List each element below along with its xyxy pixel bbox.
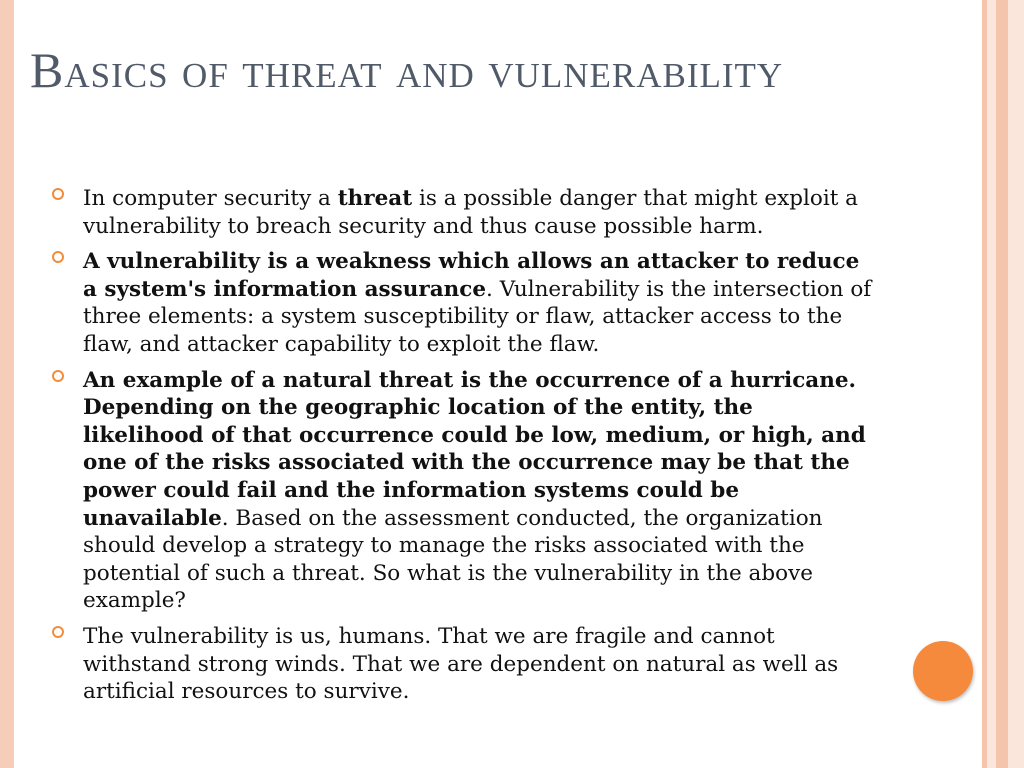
bullet-line [83, 477, 950, 505]
bold-text: one of the risks associated with the occurrence may be that the [83, 450, 850, 476]
text: should develop a strategy to manage the risks associated with the [83, 533, 805, 559]
text: artificial resources to survive. [83, 679, 410, 705]
text: is a possible danger that might exploit a [412, 186, 858, 211]
text: example? [83, 588, 186, 614]
left-border-decoration [0, 0, 14, 768]
text: withstand strong winds. That we are dependent on natural as well as [83, 651, 839, 677]
bullet-item [50, 248, 950, 358]
slide-title: Basics of threat and vulnerability [30, 42, 784, 98]
bullet-circle-icon [52, 626, 64, 638]
bullet-line [83, 560, 950, 588]
bullet-line [83, 587, 950, 615]
text: . Vulnerability is the intersection of [486, 276, 872, 302]
text: flaw, and attacker capability to exploit the flaw. [83, 331, 600, 357]
bullet-line [83, 505, 950, 533]
bullet-circle-icon [52, 188, 64, 200]
bullet-line [83, 303, 950, 331]
text: The vulnerability is us, humans. That we are fragile and cannot [83, 623, 775, 649]
bullet-line [83, 678, 950, 706]
bullet-line [83, 651, 950, 679]
bullet-line [83, 422, 950, 450]
bold-text: power could fail and the information systems could be [83, 477, 739, 503]
text: . Based on the assessment conducted, the organization [221, 505, 823, 531]
bold-text: threat [337, 186, 413, 211]
text: three elements: a system susceptibility or flaw, attacker access to the [83, 304, 843, 330]
bullet-line [83, 367, 950, 395]
bold-text: a system's information assurance [83, 276, 487, 302]
bullet-line [83, 331, 950, 359]
bullet-line [83, 449, 950, 477]
orange-circle-decoration [913, 641, 973, 701]
bullet-list [50, 185, 950, 714]
bullet-circle-icon [52, 370, 64, 382]
bold-text: Depending on the geographic location of the entity, the [83, 395, 753, 421]
bold-text: likelihood of that occurrence could be low, medium, or high, and [83, 422, 866, 448]
bullet-item [50, 367, 950, 615]
bullet-line [83, 394, 950, 422]
text: In computer security a [83, 186, 338, 211]
bullet-line [83, 276, 950, 304]
bullet-circle-icon [52, 251, 64, 263]
bold-text: unavailable [83, 505, 222, 531]
bullet-line [83, 248, 950, 276]
bullet-item [50, 185, 950, 240]
bullet-line [83, 532, 950, 560]
bullet-item [50, 623, 950, 706]
bullet-line [83, 213, 950, 241]
text: potential of such a threat. So what is the vulnerability in the above [83, 560, 813, 586]
bold-text: An example of a natural threat is the occurrence of a hurricane. [83, 367, 857, 393]
bold-text: A vulnerability is a weakness which allows an attacker to reduce [83, 249, 860, 275]
bullet-line [83, 623, 950, 651]
right-stripes-decoration [978, 0, 1024, 768]
bullet-line [83, 185, 950, 213]
text: vulnerability to breach security and thus cause possible harm. [83, 213, 764, 239]
